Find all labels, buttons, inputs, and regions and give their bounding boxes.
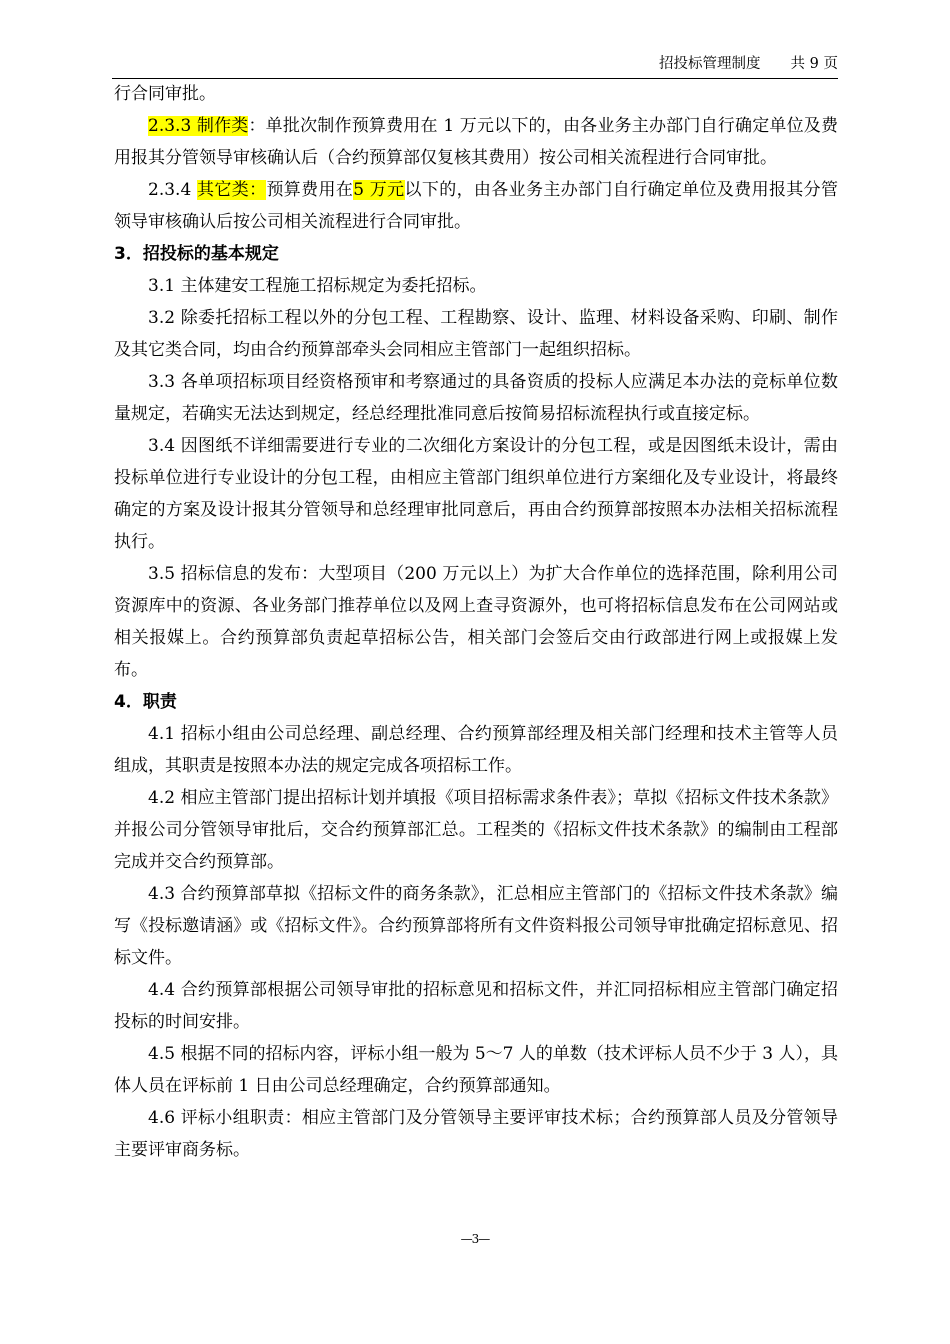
highlight-category-production: 2.3.3 制作类: [148, 116, 249, 136]
paragraph-2-3-4-text-b: 以下的，由各业务主办部门自行确定单位及费用报其分管领导审核确认后按公司相关流程进行合同审批。: [114, 180, 839, 232]
highlight-amount: 5 万元: [353, 180, 405, 200]
paragraph-3-3: 3.3 各单项招标项目经资格预审和考察通过的具备资质的投标人应满足本办法的竞标单位数量规定，若确实无法达到规定，经总经理批准同意后按简易招标流程执行或直接定标。: [114, 372, 838, 424]
paragraph-4-3: 4.3 合约预算部草拟《招标文件的商务条款》，汇总相应主管部门的《招标文件技术条款》编写《投标邀请涵》或《招标文件》。合约预算部将所有文件资料报公司领导审批确定招标意见、招标文件。: [114, 884, 838, 968]
page-header: [112, 52, 838, 79]
paragraph-3-1: 3.1 主体建安工程施工招标规定为委托招标。: [148, 276, 487, 296]
paragraph-2-3-4: [114, 174, 838, 238]
paragraph-4-4: 4.4 合约预算部根据公司领导审批的招标意见和招标文件，并汇同招标相应主管部门确定招投标的时间安排。: [114, 980, 838, 1032]
paragraph-3-5: 3.5 招标信息的发布：大型项目（200 万元以上）为扩大合作单位的选择范围，除利用公司资源库中的资源、各业务部门推荐单位以及网上查寻资源外，也可将招标信息发布在公司网站或相关报媒上。合约预算部负责起草招标公告，相关部门会签后交由行政部进行网上或报媒上发布。: [114, 564, 838, 680]
section-heading-4: 4．职责: [114, 692, 177, 712]
document-title: 招投标管理制度: [659, 56, 761, 72]
paragraph-4-6: 4.6 评标小组职责：相应主管部门及分管领导主要评审技术标；合约预算部人员及分管领导主要评审商务标。: [114, 1108, 838, 1160]
page-count: 共 9 页: [790, 56, 838, 72]
section-heading-3: 3．招投标的基本规定: [114, 244, 279, 264]
paragraph-3-2: 3.2 除委托招标工程以外的分包工程、工程勘察、设计、监理、材料设备采购、印刷、制作及其它类合同，均由合约预算部牵头会同相应主管部门一起组织招标。: [114, 308, 838, 360]
paragraph-2-3-3: [114, 110, 838, 174]
paragraph-4-2: 4.2 相应主管部门提出招标计划并填报《项目招标需求条件表》；草拟《招标文件技术条款》并报公司分管领导审批后，交合约预算部汇总。工程类的《招标文件技术条款》的编制由工程部完成并交合约预算部。: [114, 788, 838, 872]
highlight-category-other: 其它类：: [197, 180, 267, 200]
document-body: [114, 78, 838, 1166]
paragraph-2-3-3-text: ：单批次制作预算费用在 1 万元以下的，由各业务主办部门自行确定单位及费用报其分管领导审核确认后（合约预算部仅复核其费用）按公司相关流程进行合同审批。: [114, 116, 838, 168]
page-number: —3—: [460, 1232, 490, 1246]
paragraph-3-4: 3.4 因图纸不详细需要进行专业的二次细化方案设计的分包工程，或是因图纸未设计，需由投标单位进行专业设计的分包工程，由相应主管部门组织单位进行方案细化及专业设计，将最终确定的方案及设计报其分管领导和总经理审批同意后，再由合约预算部按照本办法相关招标流程执行。: [114, 436, 838, 552]
paragraph-2-3-4-text-a: 预算费用在: [266, 180, 354, 200]
paragraph-continued: 行合同审批。: [114, 84, 216, 104]
paragraph-4-1: 4.1 招标小组由公司总经理、副总经理、合约预算部经理及相关部门经理和技术主管等人员组成，其职责是按照本办法的规定完成各项招标工作。: [114, 724, 838, 776]
section-number-2-3-4: 2.3.4: [148, 180, 198, 200]
paragraph-4-5: 4.5 根据不同的招标内容，评标小组一般为 5～7 人的单数（技术评标人员不少于 3 人），具体人员在评标前 1 日由公司总经理确定，合约预算部通知。: [114, 1044, 839, 1096]
